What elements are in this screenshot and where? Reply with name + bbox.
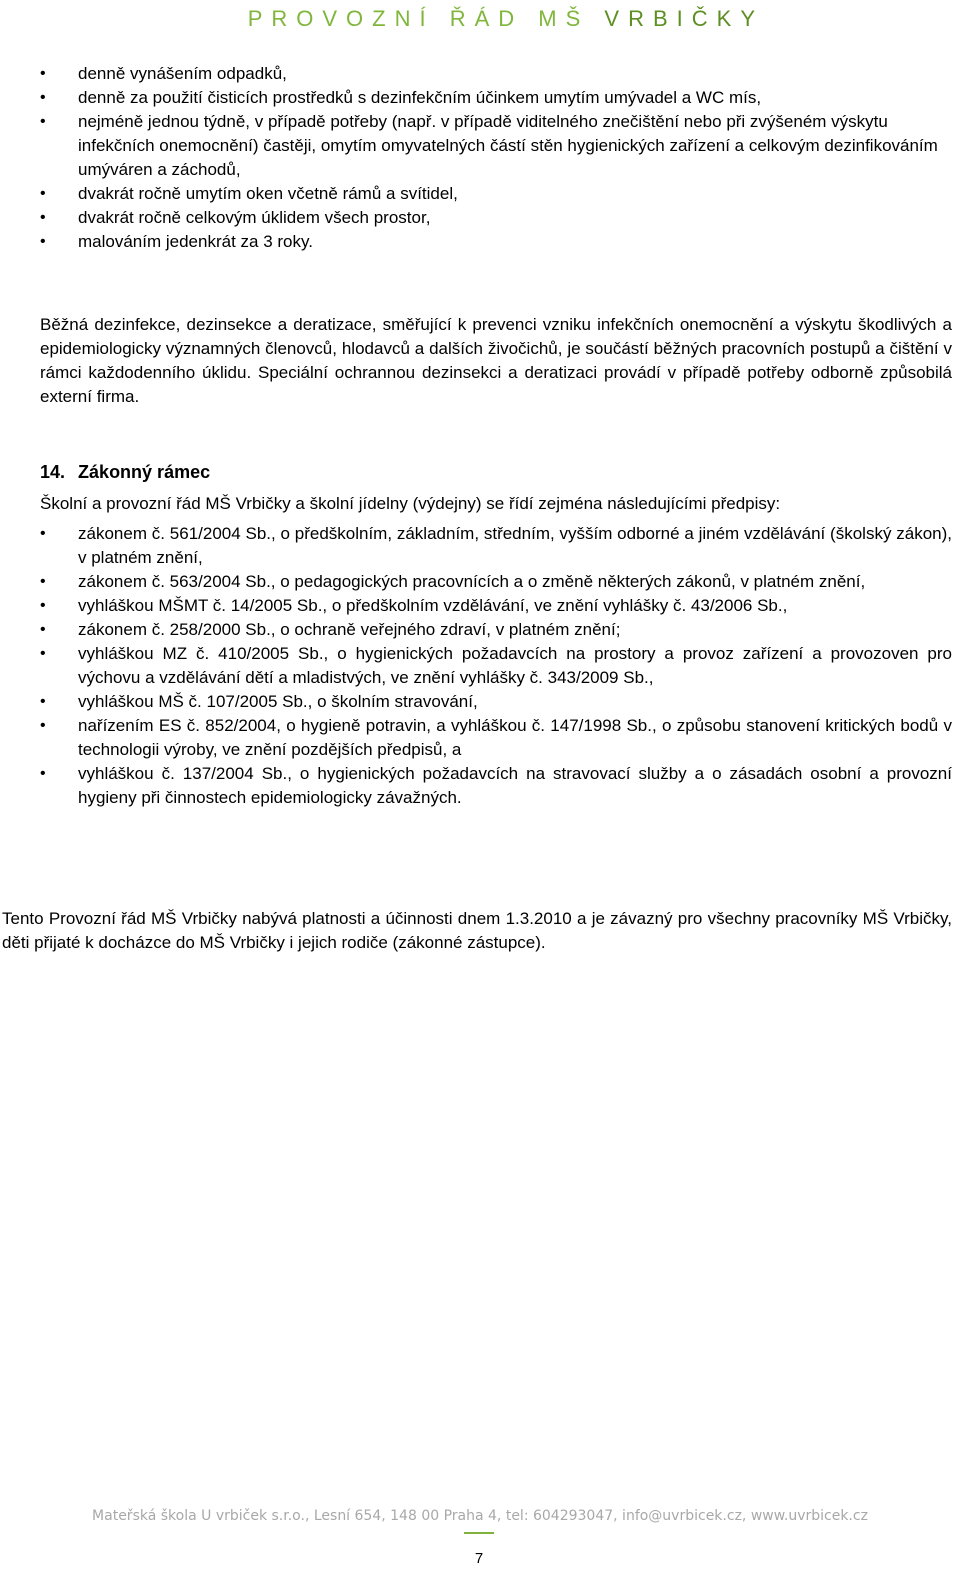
section-intro: Školní a provozní řád MŠ Vrbičky a školní jídelny (výdejny) se řídí zejména následujícími předpisy: bbox=[40, 494, 781, 513]
legal-framework-section bbox=[40, 460, 952, 810]
header-school-name: VRBIČKY bbox=[604, 6, 764, 31]
section-title: Zákonný rámec bbox=[78, 462, 211, 482]
list-item: • zákonem č. 258/2000 Sb., o ochraně veřejného zdraví, v platném znění; bbox=[40, 618, 952, 642]
list-item: • vyhláškou MŠ č. 107/2005 Sb., o školním stravování, bbox=[40, 690, 952, 714]
cleaning-section bbox=[40, 62, 938, 254]
closing-paragraph: Tento Provozní řád MŠ Vrbičky nabývá platnosti a účinnosti dnem 1.3.2010 a je závazný pro všechny pracovníky MŠ Vrbičky, děti přijaté k docházce do MŠ Vrbičky i jejich rodiče (zákonné zástupce). bbox=[2, 909, 952, 952]
page-number: 7 bbox=[474, 1550, 484, 1567]
section-heading bbox=[40, 460, 952, 484]
list-item: • vyhláškou MZ č. 410/2005 Sb., o hygienických požadavcích na prostory a provoz zařízení a provozoven pro výchovu a vzdělávání dětí a mladistvých, ve znění vyhlášky č. 343/2009 Sb., bbox=[40, 642, 952, 690]
cleaning-list bbox=[40, 62, 938, 254]
list-item: • dvakrát ročně celkovým úklidem všech prostor, bbox=[40, 206, 938, 230]
list-item: • dvakrát ročně umytím oken včetně rámů a svítidel, bbox=[40, 182, 938, 206]
legal-list bbox=[40, 522, 952, 810]
header-title: PROVOZNÍ ŘÁD MŠ bbox=[247, 6, 590, 31]
section-number: 14. bbox=[40, 462, 66, 482]
footer-address: Mateřská škola U vrbiček s.r.o., Lesní 654, 148 00 Praha 4, tel: 604293047, info@uvrbicek.cz, www.uvrbicek.cz bbox=[92, 1508, 868, 1524]
list-item: • nařízením ES č. 852/2004, o hygieně potravin, a vyhláškou č. 147/1998 Sb., o způsobu stanovení kritických bodů v technologii výroby, ve znění pozdějších předpisů, a bbox=[40, 714, 952, 762]
disinfection-paragraph: Běžná dezinfekce, dezinsekce a deratizace, směřující k prevenci vzniku infekčních onemocnění a výskytu škodlivých a epidemiologicky významných členovců, hlodavců a dalších živočichů, je součástí běžných pracovních postupů a čištění v rámci každodenního úklidu. Speciální ochrannou dezinsekci a deratizaci provádí v případě potřeby odborně způsobilá externí firma. bbox=[40, 315, 952, 406]
list-item: • vyhláškou MŠMT č. 14/2005 Sb., o předškolním vzdělávání, ve znění vyhlášky č. 43/2006 Sb., bbox=[40, 594, 952, 618]
list-item: • zákonem č. 561/2004 Sb., o předškolním, základním, středním, vyšším odborné a jiném vzdělávání (školský zákon), v platném znění, bbox=[40, 522, 952, 570]
page-header bbox=[248, 6, 764, 32]
list-item: • denně vynášením odpadků, bbox=[40, 62, 938, 86]
list-item: • zákonem č. 563/2004 Sb., o pedagogických pracovnících a o změně některých zákonů, v platném znění, bbox=[40, 570, 952, 594]
list-item: • nejméně jednou týdně, v případě potřeby (např. v případě viditelného znečištění nebo při zvýšeném výskytu infekčních onemocnění) častěji, omytím omyvatelných částí stěn hygienických zařízení a celkovým dezinfikováním umýváren a záchodů, bbox=[40, 110, 938, 182]
list-item: • vyhláškou č. 137/2004 Sb., o hygienických požadavcích na stravovací služby a o zásadách osobní a provozní hygieny při činnostech epidemiologicky závažných. bbox=[40, 762, 952, 810]
list-item: • denně za použití čisticích prostředků s dezinfekčním účinkem umytím umývadel a WC mís, bbox=[40, 86, 938, 110]
page-number-rule bbox=[464, 1532, 494, 1534]
list-item: • malováním jedenkrát za 3 roky. bbox=[40, 230, 938, 254]
